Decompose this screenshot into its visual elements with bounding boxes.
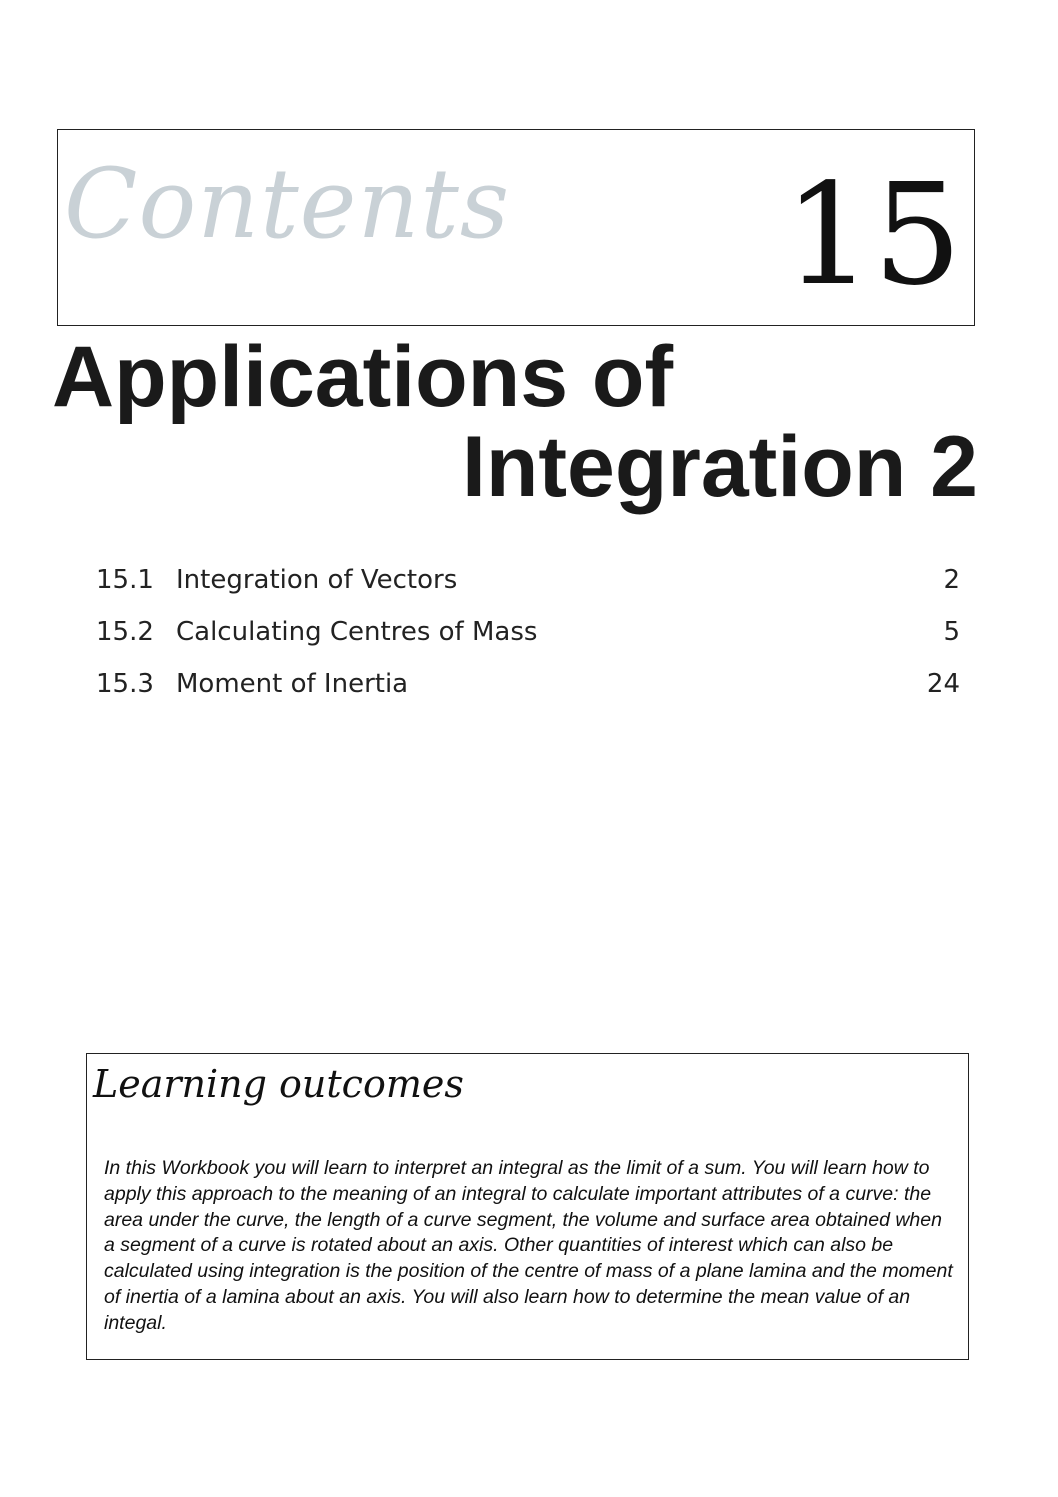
toc-section-title: Moment of Inertia	[176, 669, 409, 699]
toc-entry-15-2[interactable]	[96, 614, 960, 666]
contents-header-box	[57, 129, 975, 326]
toc-section-title: Integration of Vectors	[176, 565, 458, 595]
learning-outcomes-text: In this Workbook you will learn to interpret an integral as the limit of a sum. You will learn how to apply this approach to the meaning of an integral to calculate important attributes of a curve: the area under the curve, the length of a curve segment, the volume and surface area obtained when a segment of a curve is rotated about an axis. Other quantities of interest which can also be calculated using integration is the position of the centre of mass of a plane lamina and the moment of inertia of a lamina about an axis. You will also learn how to determine the mean value of an integal.	[104, 1157, 953, 1334]
contents-label: Contents	[64, 148, 511, 260]
workbook-title-line-2: Integration 2	[461, 419, 978, 515]
toc-section-number: 15.2	[96, 617, 154, 647]
workbook-title-line-1: Applications of	[52, 329, 674, 425]
toc-section-title: Calculating Centres of Mass	[176, 617, 538, 647]
toc-page-number: 5	[943, 617, 960, 647]
chapter-number: 15	[783, 154, 962, 317]
learning-outcomes-heading: Learning outcomes	[93, 1062, 464, 1106]
toc-entry-15-1[interactable]	[96, 562, 960, 614]
toc-section-number: 15.3	[96, 669, 154, 699]
toc-page-number: 2	[943, 565, 960, 595]
learning-outcomes-box	[86, 1053, 969, 1360]
toc-entry-15-3[interactable]	[96, 666, 960, 718]
toc-page-number: 24	[926, 669, 960, 699]
toc-section-number: 15.1	[96, 565, 154, 595]
table-of-contents	[96, 562, 960, 718]
